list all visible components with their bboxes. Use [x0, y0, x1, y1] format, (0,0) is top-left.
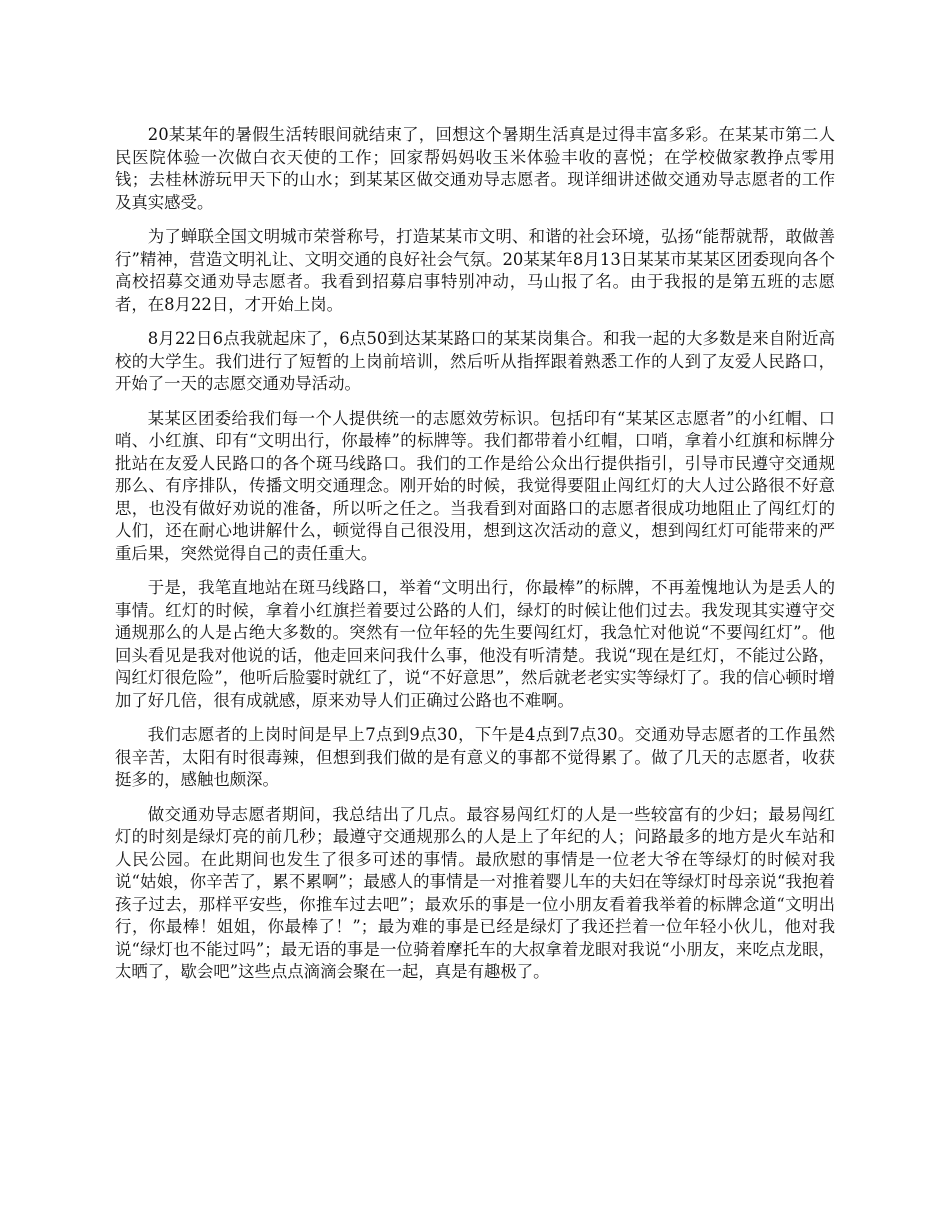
paragraph-5: 于是，我笔直地站在斑马线路口，举着“文明出行，你最棒”的标牌，不再羞愧地认为是丢人的事情。红灯的时候，拿着小红旗拦着要过公路的人们，绿灯的时候让他们过去。我发现其实遵守交通规那么的人是占绝大多数的。突然有一位年轻的先生要闯红灯，我急忙对他说“不要闯红灯”。他回头看见是我对他说的话，他走回来问我什么事，他没有听清楚。我说“现在是红灯，不能过公路，闯红灯很危险”，他听后脸霎时就红了，说“不好意思”，然后就老老实实等绿灯了。我的信心顿时增加了好几倍，很有成就感，原来劝导人们正确过公路也不难啊。	[115, 578, 835, 710]
paragraph-3: 8月22日6点我就起床了，6点50到达某某路口的某某岗集合。和我一起的大多数是来自附近高校的大学生。我们进行了短暂的上岗前培训，然后听从指挥跟着熟悉工作的人到了友爱人民路口，开始了一天的志愿交通劝导活动。	[115, 329, 835, 393]
paragraph-4: 某某区团委给我们每一个人提供统一的志愿效劳标识。包括印有“某某区志愿者”的小红帽、口哨、小红旗、印有“文明出行，你最棒”的标牌等。我们都带着小红帽，口哨，拿着小红旗和标牌分批站在友爱人民路口的各个斑马线路口。我们的工作是给公众出行提供指引，引导市民遵守交通规那么、有序排队，传播文明交通理念。刚开始的时候，我觉得要阻止闯红灯的大人过公路很不好意思，也没有做好劝说的准备，所以听之任之。当我看到对面路口的志愿者很成功地阻止了闯红灯的人们，还在耐心地讲解什么，顿觉得自己很没用，想到这次活动的意义，想到闯红灯可能带来的严重后果，突然觉得自己的责任重大。	[115, 408, 835, 563]
paragraph-7: 做交通劝导志愿者期间，我总结出了几点。最容易闯红灯的人是一些较富有的少妇；最易闯红灯的时刻是绿灯亮的前几秒；最遵守交通规那么的人是上了年纪的人；问路最多的地方是火车站和人民公园。在此期间也发生了很多可述的事情。最欣慰的事情是一位老大爷在等绿灯的时候对我说“姑娘，你辛苦了，累不累啊”；最感人的事情是一对推着婴儿车的夫妇在等绿灯时母亲说“我抱着孩子过去，那样平安些，你推车过去吧”；最欢乐的事是一位小朋友看着我举着的标牌念道“文明出行，你最棒！姐姐，你最棒了！”；最为难的事是已经是绿灯了我还拦着一位年轻小伙儿，他对我说“绿灯也不能过吗”；最无语的事是一位骑着摩托车的大叔拿着龙眼对我说“小朋友，来吃点龙眼，太晒了，歇会吧”这些点点滴滴会聚在一起，真是有趣极了。	[115, 804, 835, 981]
paragraph-6: 我们志愿者的上岗时间是早上7点到9点30，下午是4点到7点30。交通劝导志愿者的工作虽然很辛苦，太阳有时很毒辣，但想到我们做的是有意义的事都不觉得累了。做了几天的志愿者，收获挺多的，感触也颇深。	[115, 725, 835, 789]
document-body	[115, 124, 835, 996]
paragraph-2: 为了蝉联全国文明城市荣誉称号，打造某某市文明、和谐的社会环境，弘扬“能帮就帮，敢做善行”精神，营造文明礼让、文明交通的良好社会气氛。20某某年8月13日某某市某某区团委现向各个高校招募交通劝导志愿者。我看到招募启事特别冲动，马山报了名。由于我报的是第五班的志愿者，在8月22日，才开始上岗。	[115, 227, 835, 314]
paragraph-1: 20某某年的暑假生活转眼间就结束了，回想这个暑期生活真是过得丰富多彩。在某某市第二人民医院体验一次做白衣天使的工作；回家帮妈妈收玉米体验丰收的喜悦；在学校做家教挣点零用钱；去桂林游玩甲天下的山水；到某某区做交通劝导志愿者。现详细讲述做交通劝导志愿者的工作及真实感受。	[115, 125, 835, 212]
